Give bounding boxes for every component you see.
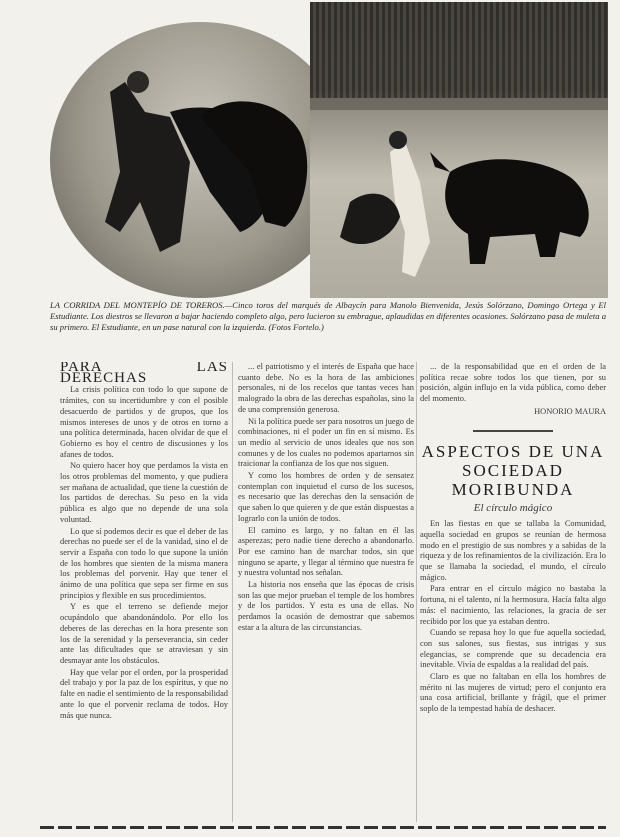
paragraph: La crisis política con todo lo que supone de trámites, con su incertidumbre y con el posible desacuerdo de partidos y de grupos, que los mismos intereses de unos y de otros en torno a una política determinada, hacen olvidar de que el Gobierno es hoy el centro de discusiones y los afanes de todos. [60, 385, 228, 459]
paragraph: Para entrar en el círculo mágico no bastaba la fortuna, ni el talento, ni la hermosura. Hacía falta algo más: el nacimiento, las relaciones, la gracia de ser recibido por los que ya estaban dentro. [420, 584, 606, 626]
column-divider [232, 362, 233, 822]
paragraph: Cuando se repasa hoy lo que fue aquella sociedad, con sus salones, sus fiestas, sus intrigas y sus elegancias, se comprende que su decadencia era inevitable. Vivía de espaldas a la realidad del país. [420, 628, 606, 670]
paragraph: Lo que sí podemos decir es que el deber de las derechas no puede ser el de la vanidad, sino el de servir a España con todo lo que supone la unión de los hombres que sienten de la misma manera los problemas del porvenir. Hay que tener el ánimo de una política que sepa ser firme en sus principios y flexible en sus procedimientos. [60, 526, 228, 600]
bullfight-photo-left [50, 22, 350, 298]
column-aspectos [420, 362, 606, 716]
bullfighter-cape-figure [50, 22, 350, 298]
column-para-las-derechas [60, 362, 228, 722]
article-subhead: El círculo mágico [473, 501, 553, 514]
paragraph: Hay que velar por el orden, por la prosperidad del trabajo y por la paz de los espíritus, y que no falte en nadie el sentimiento de la responsabilidad ante lo que el porvenir reclama de todos. Hoy más que nunca. [60, 667, 228, 720]
paragraph: En las fiestas en que se tallaba la Comunidad, aquella sociedad en grupos se reunían de hermosa modo en el prestigio de sus nombres y a sabidas de la riqueza y de los refinamientos de la civilización. Era lo que se llamaba la sociedad, el mundo, el círculo mágico. [420, 519, 606, 582]
paragraph: ... de la responsabilidad que en el orden de la política recae sobre todos los que tienen, por su posición, algún influjo en la vida pública, como deber del momento. [420, 362, 606, 404]
paragraph: Y como los hombres de orden y de sensatez contemplan con inquietud el curso de los sucesos, es necesario que las derechas den la sensación de que saben lo que quieren y de que están dispuestas a lograrlo con la unión de todos. [238, 471, 414, 523]
bottom-rule [40, 826, 606, 829]
author-signature: HONORIO MAURA [534, 406, 606, 416]
paragraph: Y es que el terreno se defiende mejor ocupándolo que abandonándolo. Por ello los deberes de las derechas en la hora presente son los de la serenidad y la perseverancia, sin ceder ante las dificultades que se atraviesan y sin desmayar ante los obstáculos. [60, 602, 228, 665]
photo-caption: LA CORRIDA DEL MONTEPÍO DE TOREROS.—Cinco toros del marqués de Albaycín para Manolo Bienvenida, Jesús Solórzano, Domingo Ortega y El Estudiante. Los diestros se llevaron a bajar haciendo completo algo, pero lucieron su embrague, aplaudidas en diferentes ocasiones. Solórzano pasa de muleta a su primero. El Estudiante, en un pase natural con la izquierda. (Fotos Fortelo.) [50, 300, 606, 332]
column-continuation [238, 362, 414, 635]
paragraph: Ni la política puede ser para nosotros un juego de combinaciones, ni el poder un fin en sí mismo. Es un medio al servicio de unos ideales que nos son comunes y de los cuales no podemos apartarnos sin traicionar la confianza de los que nos siguen. [238, 416, 414, 469]
paragraph: ... el patriotismo y el interés de España que hace cuanto debe. No es la hora de las ambiciones personales, ni de los recelos que tantas veces han malogrado la obra de las derechas españolas, sino la de una comprensión generosa. [238, 362, 414, 414]
photo-band [42, 2, 608, 300]
paragraph: El camino es largo, y no faltan en él las asperezas; pero nadie tiene derecho a abandonarlo. Por ese camino han de marchar todos, sin que ninguno se aparte, y llegar al término que nuestra fe y nuestra voluntad nos señalan. [238, 525, 414, 578]
paragraph: Claro es que no faltaban en ella los hombres de mérito ni las mujeres de virtud; pero el conjunto era una cosa artificial, brillante y frágil, que el primer soplo de la tempestad había de deshacer. [420, 672, 606, 714]
column-divider [416, 362, 417, 822]
article-heading: PARA LAS DERECHAS [60, 362, 228, 386]
bullfight-photo-right [310, 2, 608, 298]
paragraph: La historia nos enseña que las épocas de crisis son las que mejor prueban el temple de los hombres y de los partidos. Y esta es una de ellas. No perdamos la ocasión de demostrar que sabemos estar a la altura de las circunstancias. [238, 580, 414, 632]
article-headline: ASPECTOS DE UNA SOCIEDAD MORIBUNDA [421, 441, 605, 499]
matador-and-bull-figure [310, 2, 608, 298]
section-divider [473, 430, 553, 432]
paragraph: No quiero hacer hoy que perdamos la vista en los otros problemas del momento, y que pudiera ser mañana de actualidad, que tiene la cuestión de los partidos de derechas. Su peso en la vida pública es algo que no depende de una sola voluntad. [60, 461, 228, 524]
